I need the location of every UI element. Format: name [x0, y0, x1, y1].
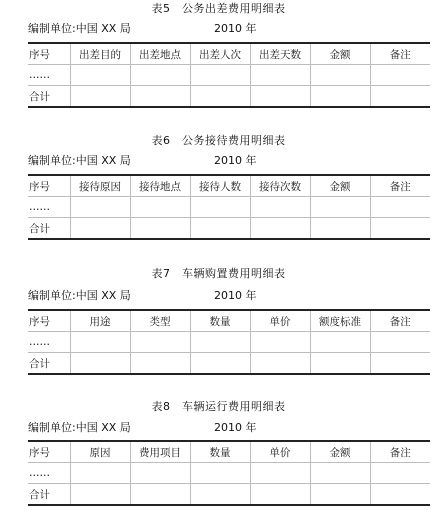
row-label: …… — [28, 332, 70, 353]
header-cell: 备注 — [370, 175, 430, 197]
header-cell: 备注 — [370, 441, 430, 463]
empty-cell — [190, 197, 250, 218]
header-cell: 序号 — [28, 310, 70, 332]
report-year: 2010 年 — [214, 154, 257, 167]
header-cell: 接待地点 — [130, 175, 190, 197]
empty-cell — [130, 197, 190, 218]
header-cell: 金额 — [310, 441, 370, 463]
empty-cell — [70, 332, 130, 353]
empty-cell — [70, 218, 130, 240]
row-label: 合计 — [28, 484, 70, 506]
expense-table — [28, 42, 430, 108]
empty-cell — [190, 218, 250, 240]
empty-cell — [130, 332, 190, 353]
empty-cell — [190, 353, 250, 375]
empty-cell — [190, 65, 250, 86]
table-row — [28, 332, 430, 353]
empty-cell — [310, 332, 370, 353]
empty-cell — [370, 86, 430, 108]
empty-cell — [250, 65, 310, 86]
header-cell: 数量 — [190, 310, 250, 332]
compiling-unit: 编制单位:中国 XX 局 — [28, 154, 131, 167]
table-title: 表8 车辆运行费用明细表 — [151, 400, 286, 413]
row-label: 合计 — [28, 218, 70, 240]
empty-cell — [310, 484, 370, 506]
header-cell: 序号 — [28, 175, 70, 197]
report-year: 2010 年 — [214, 421, 257, 434]
empty-cell — [370, 218, 430, 240]
header-cell: 单价 — [250, 310, 310, 332]
header-cell: 原因 — [70, 441, 130, 463]
empty-cell — [130, 218, 190, 240]
total-row — [28, 484, 430, 506]
table-title: 表6 公务接待费用明细表 — [151, 134, 286, 147]
header-cell: 备注 — [370, 43, 430, 65]
header-cell: 费用项目 — [130, 441, 190, 463]
header-cell: 用途 — [70, 310, 130, 332]
report-year: 2010 年 — [214, 289, 257, 302]
row-label: …… — [28, 65, 70, 86]
header-cell: 接待原因 — [70, 175, 130, 197]
empty-cell — [250, 484, 310, 506]
row-label: 合计 — [28, 353, 70, 375]
empty-cell — [310, 65, 370, 86]
empty-cell — [70, 65, 130, 86]
header-cell: 序号 — [28, 43, 70, 65]
header-cell: 接待人数 — [190, 175, 250, 197]
empty-cell — [130, 86, 190, 108]
expense-table — [28, 174, 430, 240]
table-title: 表7 车辆购置费用明细表 — [151, 267, 286, 280]
empty-cell — [250, 353, 310, 375]
header-row — [28, 441, 430, 463]
header-cell: 金额 — [310, 175, 370, 197]
empty-cell — [190, 484, 250, 506]
empty-cell — [310, 353, 370, 375]
empty-cell — [370, 65, 430, 86]
empty-cell — [370, 463, 430, 484]
empty-cell — [310, 463, 370, 484]
empty-cell — [70, 197, 130, 218]
expense-table — [28, 440, 430, 506]
row-label: 合计 — [28, 86, 70, 108]
header-cell: 出差地点 — [130, 43, 190, 65]
empty-cell — [250, 86, 310, 108]
empty-cell — [70, 353, 130, 375]
header-cell: 额度标准 — [310, 310, 370, 332]
table-row — [28, 463, 430, 484]
table-row — [28, 197, 430, 218]
table-title: 表5 公务出差费用明细表 — [151, 2, 286, 15]
empty-cell — [310, 197, 370, 218]
empty-cell — [130, 65, 190, 86]
empty-cell — [190, 463, 250, 484]
header-cell: 单价 — [250, 441, 310, 463]
empty-cell — [190, 332, 250, 353]
compiling-unit: 编制单位:中国 XX 局 — [28, 289, 131, 302]
compiling-unit: 编制单位:中国 XX 局 — [28, 22, 131, 35]
empty-cell — [310, 218, 370, 240]
empty-cell — [370, 197, 430, 218]
empty-cell — [250, 197, 310, 218]
total-row — [28, 218, 430, 240]
header-row — [28, 175, 430, 197]
header-row — [28, 43, 430, 65]
empty-cell — [130, 463, 190, 484]
header-cell: 出差人次 — [190, 43, 250, 65]
table-row — [28, 65, 430, 86]
header-cell: 备注 — [370, 310, 430, 332]
empty-cell — [370, 332, 430, 353]
empty-cell — [130, 484, 190, 506]
total-row — [28, 353, 430, 375]
header-cell: 接待次数 — [250, 175, 310, 197]
empty-cell — [250, 332, 310, 353]
header-cell: 出差目的 — [70, 43, 130, 65]
header-cell: 类型 — [130, 310, 190, 332]
report-year: 2010 年 — [214, 22, 257, 35]
expense-table — [28, 309, 430, 375]
empty-cell — [70, 484, 130, 506]
empty-cell — [250, 218, 310, 240]
empty-cell — [70, 463, 130, 484]
empty-cell — [250, 463, 310, 484]
empty-cell — [70, 86, 130, 108]
empty-cell — [130, 353, 190, 375]
empty-cell — [370, 353, 430, 375]
header-cell: 出差天数 — [250, 43, 310, 65]
empty-cell — [370, 484, 430, 506]
empty-cell — [190, 86, 250, 108]
row-label: …… — [28, 463, 70, 484]
total-row — [28, 86, 430, 108]
header-cell: 序号 — [28, 441, 70, 463]
empty-cell — [310, 86, 370, 108]
compiling-unit: 编制单位:中国 XX 局 — [28, 421, 131, 434]
header-cell: 金额 — [310, 43, 370, 65]
row-label: …… — [28, 197, 70, 218]
header-row — [28, 310, 430, 332]
header-cell: 数量 — [190, 441, 250, 463]
